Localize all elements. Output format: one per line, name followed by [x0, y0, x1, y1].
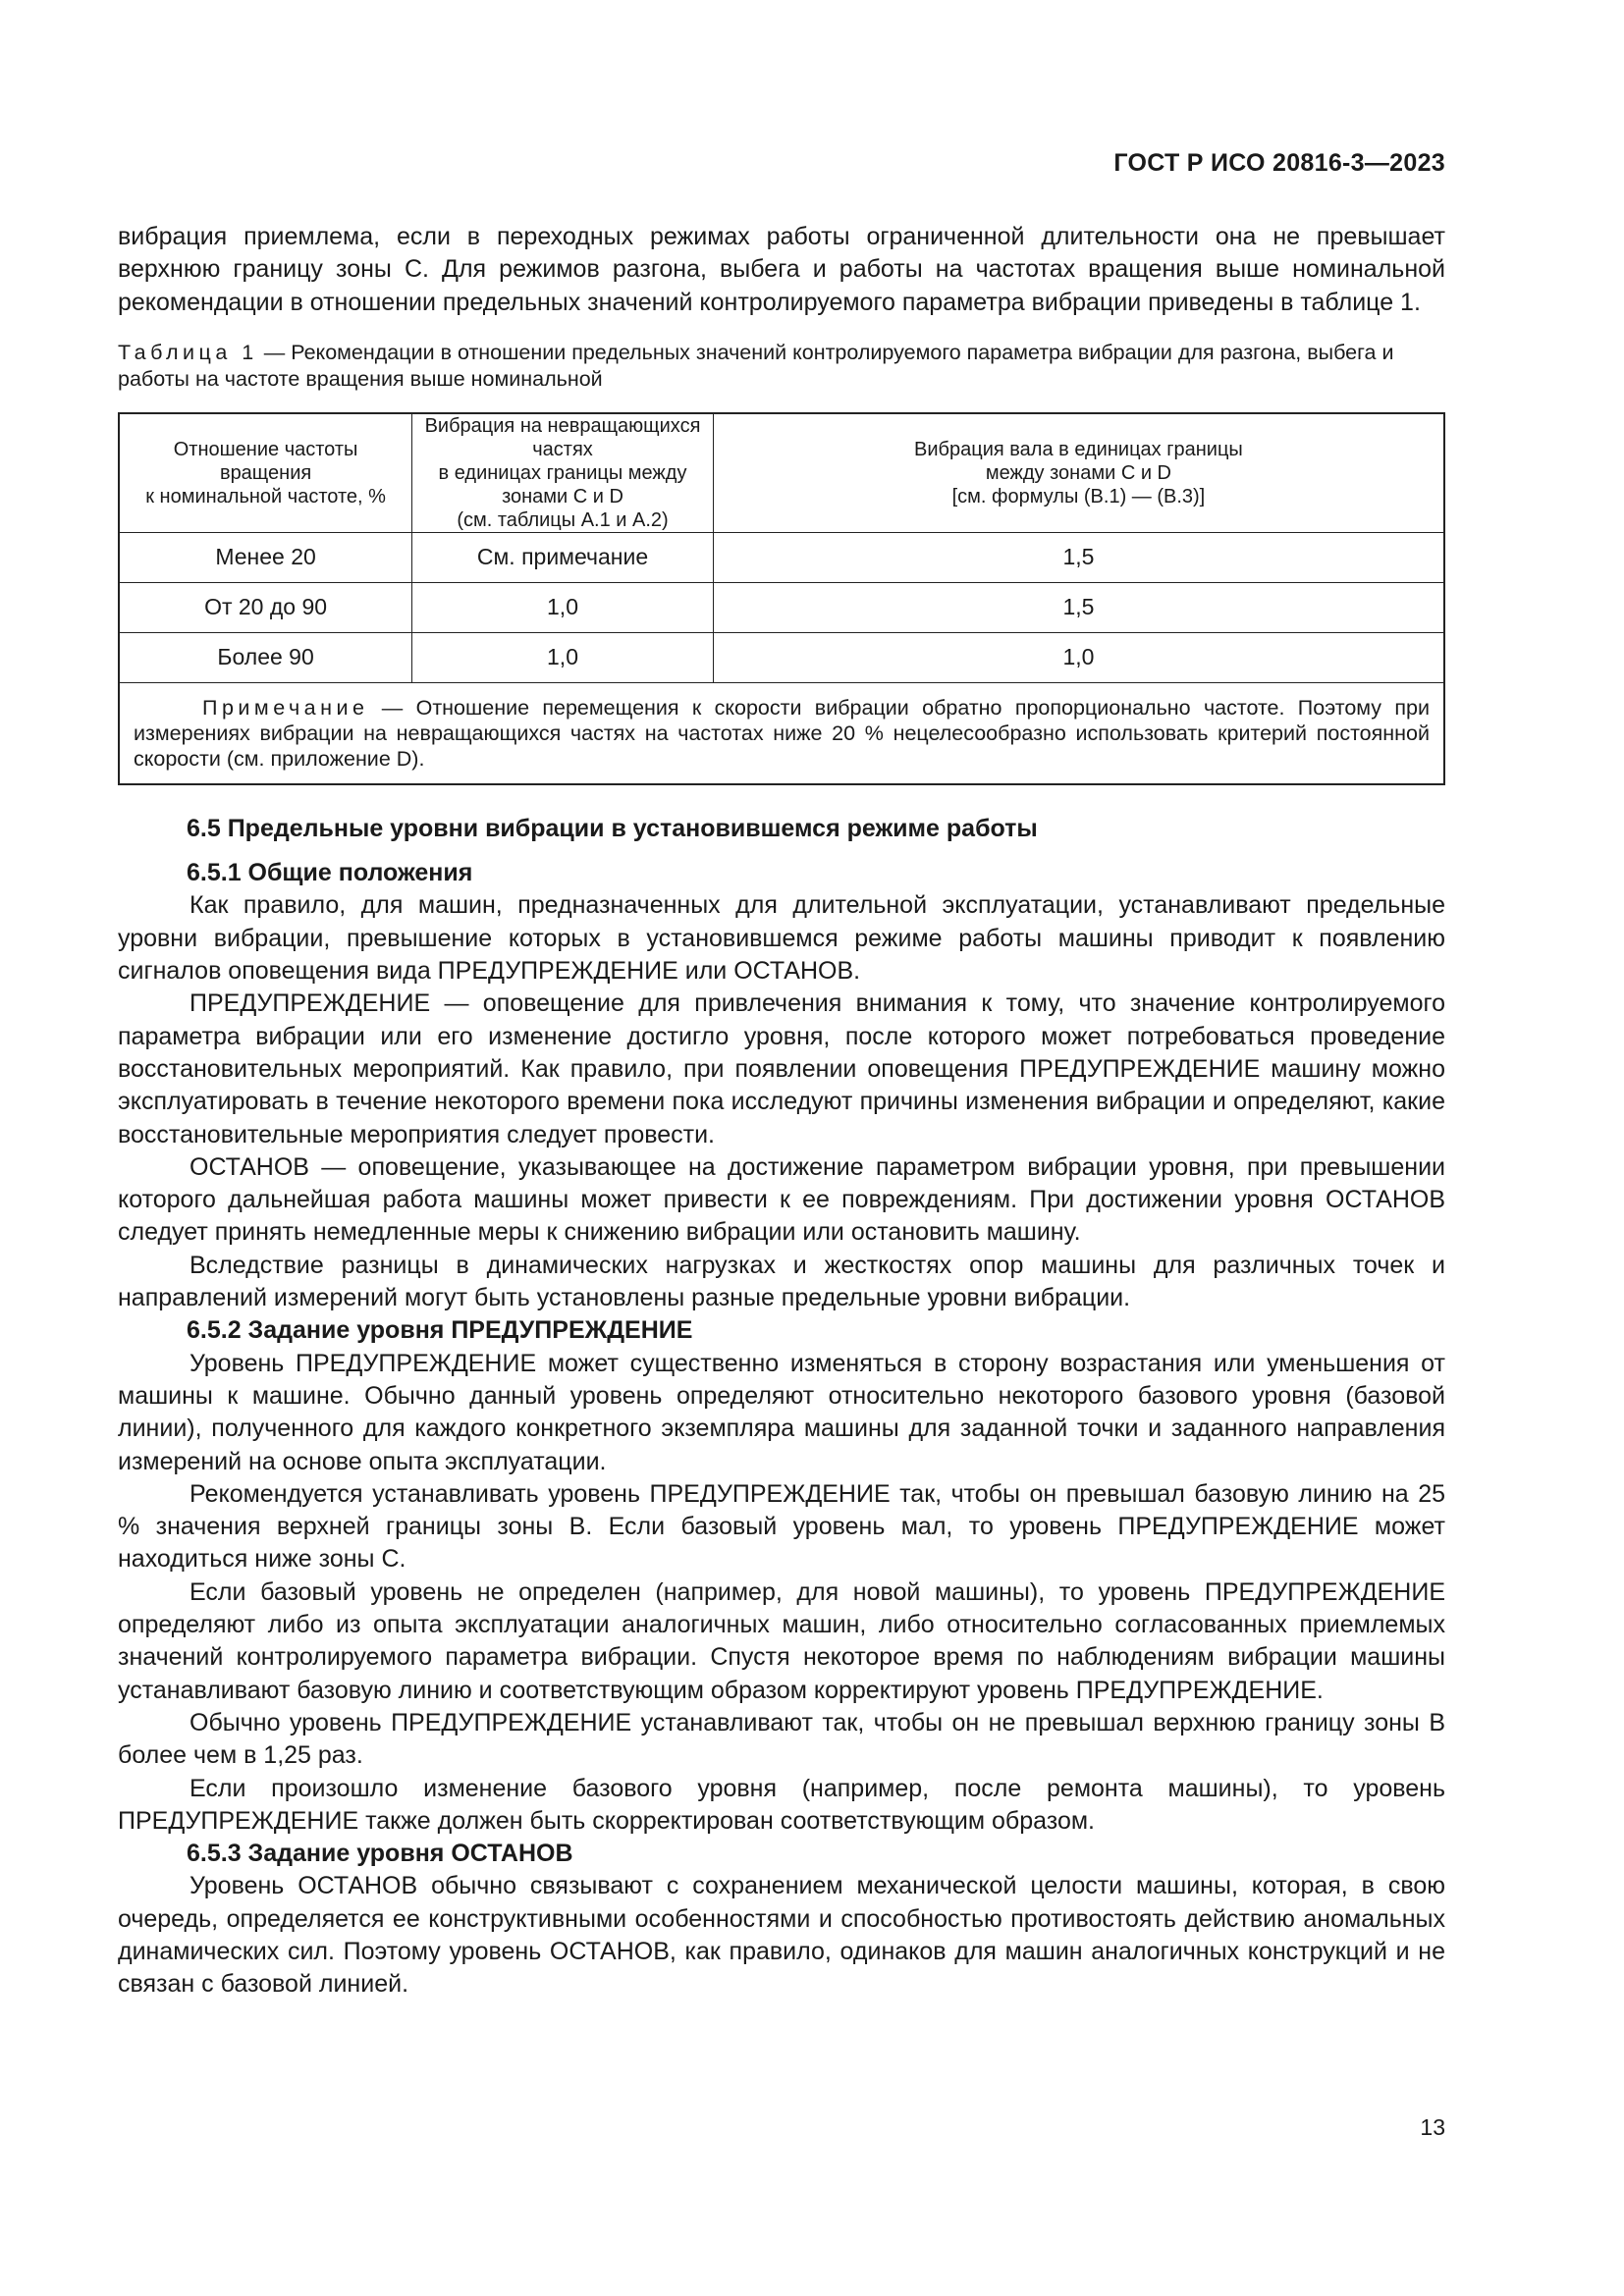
table-cell: Менее 20 [119, 532, 412, 582]
table-cell: См. примечание [412, 532, 714, 582]
header-line: Отношение частоты вращения [173, 438, 358, 484]
page-body [118, 221, 1445, 2002]
paragraph: ОСТАНОВ — оповещение, указывающее на достижение параметром вибрации уровня, при превышении которого дальнейшая работа машины может привести к ее повреждениям. При достижении уровня ОСТАНОВ следует принять немедленные меры к снижению вибрации или остановить машину. [118, 1152, 1445, 1247]
paragraph: Уровень ОСТАНОВ обычно связывают с сохранением механической целости машины, которая, в свою очередь, определяется ее конструктивными особенностями и способностью противостоять действию аномальных динамических сил. Поэтому уровень ОСТАНОВ, как правило, одинаков для машин аналогичных конструкций и не связан с базовой линией. [118, 1872, 1445, 1999]
paragraph: Если базовый уровень не определен (например, для новой машины), то уровень ПРЕДУПРЕЖДЕНИЕ определяют либо из опыта эксплуатации аналогичных машин, либо относительно согласованных приемлемых значений контролируемого параметра вибрации. Спустя некоторое время по наблюдениям вибрации машины устанавливают базовую линию и соответствующим образом корректируют уровень ПРЕДУПРЕЖДЕНИЕ. [118, 1577, 1445, 1704]
header-frequency-ratio [119, 413, 412, 533]
paragraph: Если произошло изменение базового уровня (например, после ремонта машины), то уровень ПРЕДУПРЕЖДЕНИЕ также должен быть скорректирован соответствующим образом. [118, 1774, 1445, 1835]
paragraph: Обычно уровень ПРЕДУПРЕЖДЕНИЕ устанавливают так, чтобы он не превышал верхнюю границу зоны В более чем в 1,25 раз. [118, 1708, 1445, 1770]
subsection-6-5-1-title: 6.5.1 Общие положения [187, 859, 473, 887]
paragraph: Рекомендуется устанавливать уровень ПРЕДУПРЕЖДЕНИЕ так, чтобы он превышал базовую линию на 25 % значения верхней границы зоны В. Если базовый уровень мал, то уровень ПРЕДУПРЕЖДЕНИЕ может находиться ниже зоны С. [118, 1479, 1445, 1574]
table-cell: От 20 до 90 [119, 582, 412, 632]
table-note-row [119, 682, 1444, 784]
header-line: Вибрация вала в единицах границы [914, 438, 1243, 460]
paragraph: Уровень ПРЕДУПРЕЖДЕНИЕ может существенно изменяться в сторону возрастания или уменьшения от машины к машине. Обычно данный уровень определяют относительно некоторого базового уровня (базовой линии), полученного для каждого конкретного экземпляра машины для заданной точки и заданного направления измерений на основе опыта эксплуатации. [118, 1349, 1445, 1475]
document-code: ГОСТ Р ИСО 20816-3—2023 [1113, 149, 1445, 177]
table-cell: 1,5 [713, 532, 1444, 582]
paragraph: Вследствие разницы в динамических нагрузках и жесткостях опор машины для различных точек и направлений измерений могут быть установлены разные предельные уровни вибрации. [118, 1251, 1445, 1312]
table-note-label: Примечание [202, 695, 369, 720]
header-line: [см. формулы (В.1) — (В.3)] [951, 485, 1206, 507]
page-number: 13 [1420, 2114, 1445, 2140]
table-row [119, 532, 1444, 582]
header-nonrotating-vibration [412, 413, 714, 533]
subsection-6-5-2-title: 6.5.2 Задание уровня ПРЕДУПРЕЖДЕНИЕ [187, 1316, 693, 1345]
table-note [119, 682, 1444, 784]
header-shaft-vibration [713, 413, 1444, 533]
table-cell: Более 90 [119, 632, 412, 682]
table-caption-text: — Рекомендации в отношении предельных значений контролируемого параметра вибрации для разгона, выбега и работы на частоте вращения выше номинальной [118, 340, 1394, 391]
table-cell: 1,5 [713, 582, 1444, 632]
table-note-text: — Отношение перемещения к скорости вибрации обратно пропорционально частоте. Поэтому при измерениях вибрации на невращающихся частях на частотах ниже 20 % нецелесообразно использовать критерий постоянной скорости (см. приложение D). [134, 695, 1430, 771]
table-row [119, 582, 1444, 632]
table-caption-label: Таблица 1 [118, 340, 258, 364]
paragraph: Как правило, для машин, предназначенных для длительной эксплуатации, устанавливают предельные уровни вибрации, превышение которых в установившемся режиме работы машины приводит к появлению сигналов оповещения вида ПРЕДУПРЕЖДЕНИЕ или ОСТАНОВ. [118, 891, 1445, 986]
table-header-row [119, 413, 1444, 533]
header-line: (см. таблицы А.1 и А.2) [457, 508, 669, 531]
paragraph: ПРЕДУПРЕЖДЕНИЕ — оповещение для привлечения внимания к тому, что значение контролируемого параметра вибрации или его изменение достигло уровня, после которого может потребоваться проведение восстановительных мероприятий. Как правило, при появлении оповещения ПРЕДУПРЕЖДЕНИЕ машину можно эксплуатировать в течение некоторого времени пока исследуют причины изменения вибрации и определяют, какие восстановительные мероприятия следует провести. [118, 989, 1445, 1148]
recommendations-table [118, 412, 1445, 785]
intro-paragraph: вибрация приемлема, если в переходных режимах работы ограниченной длительности она не превышает верхнюю границу зоны С. Для режимов разгона, выбега и работы на частотах вращения выше номинальной рекомендации в отношении предельных значений контролируемого параметра вибрации приведены в таблице 1. [118, 223, 1445, 316]
table-cell: 1,0 [412, 582, 714, 632]
section-6-5-title: 6.5 Предельные уровни вибрации в установившемся режиме работы [187, 814, 1038, 842]
table-caption [118, 340, 1445, 393]
subsection-6-5-3-title: 6.5.3 Задание уровня ОСТАНОВ [187, 1840, 573, 1868]
header-line: в единицах границы между зонами С и D [438, 461, 687, 507]
table-row [119, 632, 1444, 682]
header-line: к номинальной частоте, % [145, 485, 386, 507]
table-cell: 1,0 [713, 632, 1444, 682]
header-line: Вибрация на невращающихся частях [424, 414, 701, 460]
table-cell: 1,0 [412, 632, 714, 682]
header-line: между зонами С и D [985, 461, 1171, 484]
